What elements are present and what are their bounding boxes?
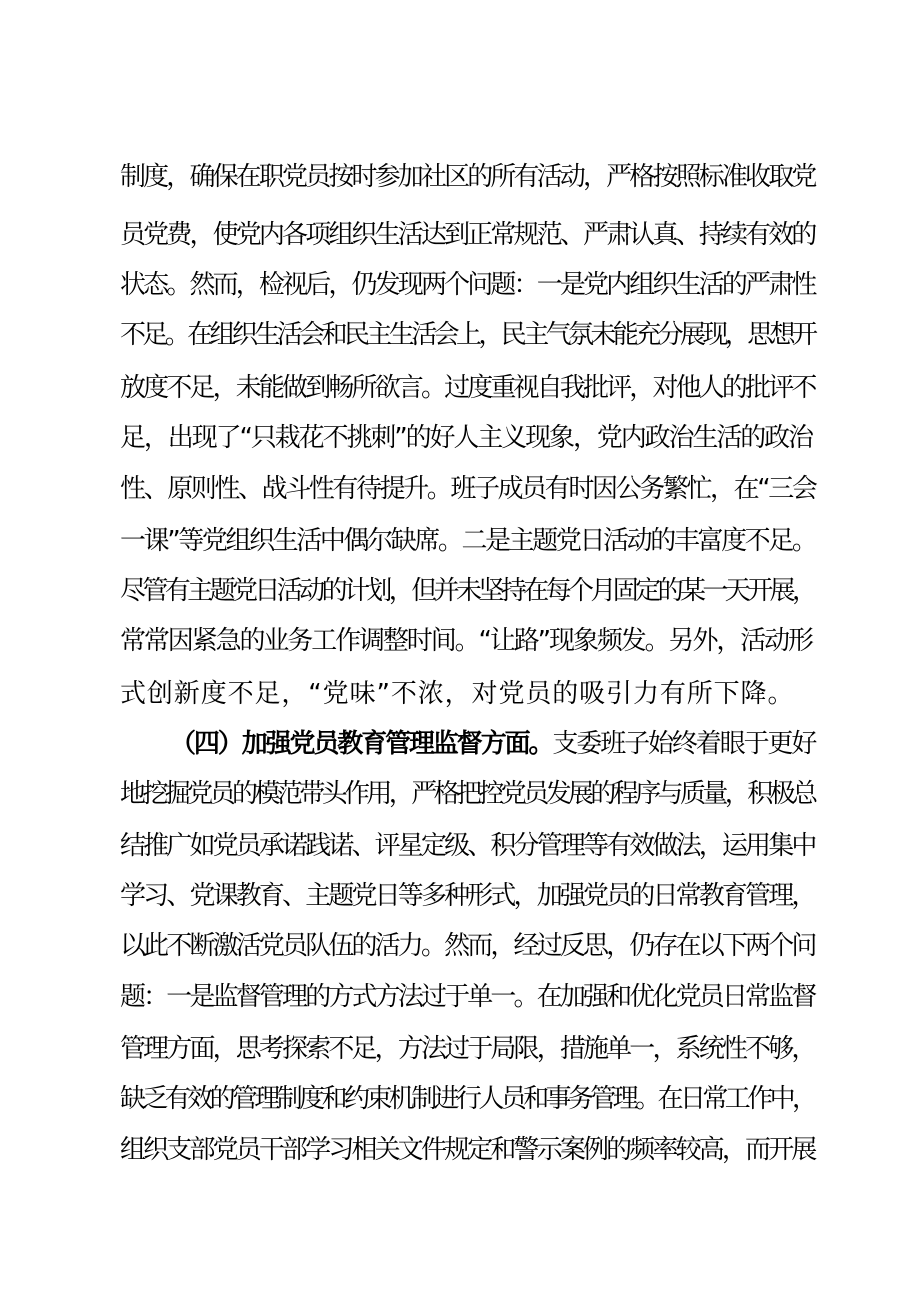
body-text-line: 不足。在组织生活会和民主生活会上，民主气氛未能充分展现，思想开: [120, 320, 815, 350]
body-text-line: 组织支部党员干部学习相关文件规定和警示案例的频率较高，而开展: [120, 1135, 815, 1165]
body-text-line: 式创新度不足，“党味”不浓，对党员的吸引力有所下降。: [120, 679, 795, 709]
body-text-line: 学习、党课教育、主题党日等多种形式，加强党员的日常教育管理，: [120, 881, 815, 911]
section-heading: （四）加强党员教育管理监督方面。: [170, 729, 553, 759]
body-text-line: 足，出现了“只栽花不挑刺”的好人主义现象，党内政治生活的政治: [120, 423, 812, 453]
body-text-line: 制度，确保在职党员按时参加社区的所有活动，严格按照标准收取党: [120, 162, 815, 192]
body-text-line: 管理方面，思考探索不足，方法过于局限，措施单一，系统性不够，: [120, 1034, 815, 1064]
body-text-line: 尽管有主题党日活动的计划，但并未坚持在每个月固定的某一天开展，: [120, 576, 815, 606]
body-text-line: 地挖掘党员的模范带头作用，严格把控党员发展的程序与质量，积极总: [120, 779, 815, 809]
section-heading-line: [170, 724, 816, 764]
body-text-line: 常常因紧急的业务工作调整时间。“让路”现象频发。另外，活动形: [120, 626, 812, 656]
body-text-line: 放度不足，未能做到畅所欲言。过度重视自我批评，对他人的批评不: [120, 373, 815, 403]
body-text: 支委班子始终着眼于更好: [552, 729, 816, 759]
body-text-line: 状态。然而，检视后，仍发现两个问题：一是党内组织生活的严肃性: [120, 270, 815, 300]
body-text-line: 缺乏有效的管理制度和约束机制进行人员和事务管理。在日常工作中，: [120, 1084, 815, 1114]
body-text-line: 以此不断激活党员队伍的活力。然而，经过反思，仍存在以下两个问: [120, 931, 815, 961]
body-text-line: 性、原则性、战斗性有待提升。班子成员有时因公务繁忙，在“三会: [120, 474, 816, 504]
body-text-line: 结推广如党员承诺践诺、评星定级、积分管理等有效做法，运用集中: [120, 831, 815, 861]
body-text-line: 一课”等党组织生活中偶尔缺席。二是主题党日活动的丰富度不足。: [120, 526, 816, 556]
body-text-line: 员党费，使党内各项组织生活达到正常规范、严肃认真、持续有效的: [120, 220, 815, 250]
body-text-line: 题：一是监督管理的方式方法过于单一。在加强和优化党员日常监督: [120, 982, 815, 1012]
